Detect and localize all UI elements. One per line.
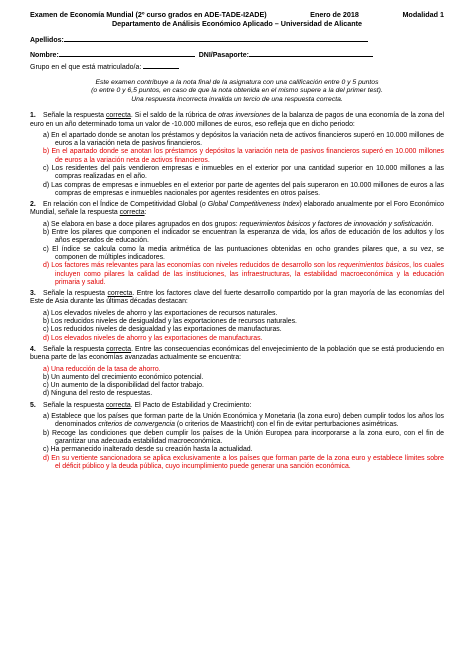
- nombre-label: Nombre:: [30, 52, 59, 59]
- apellidos-label: Apellidos:: [30, 37, 64, 44]
- option-2d-correct: [43, 262, 444, 287]
- department-line: Departamento de Análisis Económico Aplicado – Universidad de Alicante: [111, 19, 363, 28]
- option-3a: a) Los elevados niveles de ahorro y las exportaciones de recursos naturales.: [43, 309, 278, 317]
- question-4: [30, 346, 444, 363]
- option-3c: c) Los reducidos niveles de desigualdad y las exportaciones de manufacturas.: [43, 326, 282, 334]
- option-5a: [43, 413, 444, 430]
- option-1d: d) Las compras de empresas e inmuebles en el exterior por parte de agentes del país superaron en 10.000 millones de euros a las compras de empresas e inmuebles nacionales por agentes residentes en otros países.: [43, 181, 444, 197]
- option-1a: a) En el apartado donde se anotan los préstamos y depósitos la variación neta de activos financieros superó en 10.000 millones de euros a la variación neta de pasivos financieros.: [43, 131, 444, 148]
- instructions-line: Una respuesta incorrecta invalida un tercio de una respuesta correcta.: [131, 95, 343, 103]
- exam-title: Examen de Economía Mundial (2º curso grados en ADE-TADE-I2ADE): [30, 10, 267, 19]
- option-text: , los cuales incluyen como pilares la calidad de las instituciones, las infraestructuras, la estabilidad macroeconómica y la educación primaria y salud.: [55, 262, 445, 286]
- question-number: 5.: [30, 401, 36, 409]
- question-italic-term: o Global Competitiveness Index: [201, 201, 300, 209]
- instructions-line: Este examen contribuye a la nota final de la asignatura con una calificación entre 0 y 5 puntos: [95, 79, 379, 86]
- question-text: Señale la respuesta: [43, 401, 106, 409]
- option-2b: [43, 229, 444, 246]
- question-text: Señale la respuesta: [43, 290, 108, 298]
- dni-line: [249, 49, 373, 57]
- question-key-word: correcta: [105, 401, 131, 409]
- option-italic-term: requerimientos básicos y factores de innovación y sofisticación: [239, 220, 432, 228]
- option-text: d) Los factores más relevantes para las economías con niveles reducidos de desarrollo son los: [43, 262, 339, 270]
- option-text: c) El índice se calcula como la media aritmética de las puntuaciones obtenidas en ocho grandes pilares que, a su vez, se componen de múltiples indicadores.: [43, 245, 444, 261]
- option-1b-correct: b) En el apartado donde se anotan los préstamos y depósitos la variación neta de pasivos financieros superó en 10.000 millones de euros a la variación neta de activos financieros.: [43, 148, 444, 164]
- option-1c: c) Los residentes del país vendieron empresas e inmuebles en el exterior por una cantidad superior en 10.000 millones a las compras realizadas en el año.: [43, 165, 444, 181]
- option-text: .: [431, 220, 434, 228]
- question-number: 2.: [30, 201, 36, 209]
- question-1: [30, 112, 444, 129]
- question-key-word: correcta: [119, 209, 145, 217]
- grupo-line: [143, 61, 179, 69]
- question-2: [30, 201, 444, 218]
- exam-modality: Modalidad 1: [402, 10, 444, 19]
- question-key-word: correcta: [107, 290, 133, 298]
- nombre-row: [30, 49, 444, 61]
- option-2a: [43, 221, 444, 229]
- instructions-line: (o entre 0 y 6,5 puntos, en caso de que la nota obtenida en el mismo supere a la del primer test).: [91, 87, 383, 95]
- question-text: . Entre los factores clave del fuerte desarrollo compartido por la gran mayoría de las economías del Este de Asia durante las últimas décadas destacan:: [30, 290, 444, 306]
- option-5b: [43, 430, 444, 447]
- grupo-row: [30, 61, 444, 72]
- question-text: ) elaborado anualmente por el Foro Económico Mundial, señale la respuesta: [30, 201, 444, 217]
- question-key-word: correcta: [106, 345, 132, 353]
- dni-label: DNI/Pasaporte:: [198, 52, 249, 59]
- exam-instructions: [30, 79, 444, 104]
- option-2c: [43, 246, 444, 263]
- option-3b: b) Los reducidos niveles de desigualdad y las exportaciones de recursos naturales.: [43, 318, 297, 326]
- option-4b: b) Un aumento del crecimiento económico potencial.: [43, 373, 204, 381]
- question-text: :: [144, 209, 147, 217]
- option-4c: c) Un aumento de la disponibilidad del factor trabajo.: [43, 382, 204, 390]
- apellidos-row: [30, 34, 444, 46]
- grupo-label: Grupo en el que está matriculado/a:: [30, 64, 142, 71]
- question-key-word: correcta: [105, 112, 131, 120]
- option-italic-term: criterios de convergencia: [98, 421, 175, 429]
- question-text: Señale la respuesta: [43, 112, 106, 120]
- question-text: En relación con el Índice de Competitividad Global (: [43, 201, 202, 209]
- option-text: d) En su vertiente sancionadora se aplica exclusivamente a los países que forman parte de la zona euro y establece límites sobre el déficit público y la deuda pública, cuyo incumplimiento puede generar una sanción económica.: [43, 454, 444, 470]
- question-number: 1.: [30, 112, 36, 120]
- option-3d-correct: d) Los elevados niveles de ahorro y las exportaciones de manufacturas.: [43, 334, 263, 342]
- exam-header: [30, 10, 444, 19]
- option-text: c) Ha permanecido inalterado desde su creación hasta la actualidad.: [43, 446, 253, 454]
- option-5d-correct: [43, 455, 444, 472]
- question-text: de la balanza de pagos de una economía de la zona del euro en un año determinado toma un valor de -10.000 millones de euros, eso refleja que en dicho periodo:: [30, 112, 445, 128]
- apellidos-line: [64, 34, 368, 42]
- option-text: b) Entre los pilares que componen el indicador se encuentran la esperanza de vida, los años de educación de los adultos y los años esperados de educación.: [43, 229, 444, 245]
- question-5: [30, 402, 444, 410]
- question-text: Señale la respuesta: [43, 345, 107, 353]
- option-5c: [43, 446, 444, 454]
- option-text: b) Recoge las condiciones que deben cumplir los países de la Unión Europea para incorporarse a la zona euro, con el fin de garantizar una adecuada estabilidad macroeconómica.: [43, 429, 444, 445]
- question-italic-term: otras inversiones: [218, 112, 271, 120]
- question-number: 3.: [30, 290, 36, 298]
- question-text: . Entre las consecuencias económicas del envejecimiento de la población que se está produciendo en buena parte de las economías avanzadas actualmente se encuentra:: [30, 345, 444, 362]
- question-3: [30, 290, 444, 307]
- option-text: a) Se elabora en base a doce pilares agrupados en dos grupos:: [43, 220, 240, 228]
- option-text: (o criterios de Maastricht) con el fin de evitar perturbaciones asimétricas.: [174, 421, 399, 429]
- exam-date: Enero de 2018: [310, 10, 359, 19]
- option-italic-term: requerimientos básicos: [338, 262, 410, 270]
- question-text: . Si el saldo de la rúbrica de: [130, 112, 219, 120]
- question-text: . El Pacto de Estabilidad y Crecimiento:: [130, 401, 252, 409]
- nombre-line: [59, 49, 195, 57]
- option-text: a) Establece que los países que forman parte de la Unión Económica y Monetaria (la zona euro) deben cumplir todos los años los denominados: [43, 413, 444, 429]
- option-4d: d) Ninguna del resto de respuestas.: [43, 390, 153, 398]
- question-number: 4.: [30, 345, 36, 353]
- option-4a-correct: a) Una reducción de la tasa de ahorro.: [43, 365, 161, 373]
